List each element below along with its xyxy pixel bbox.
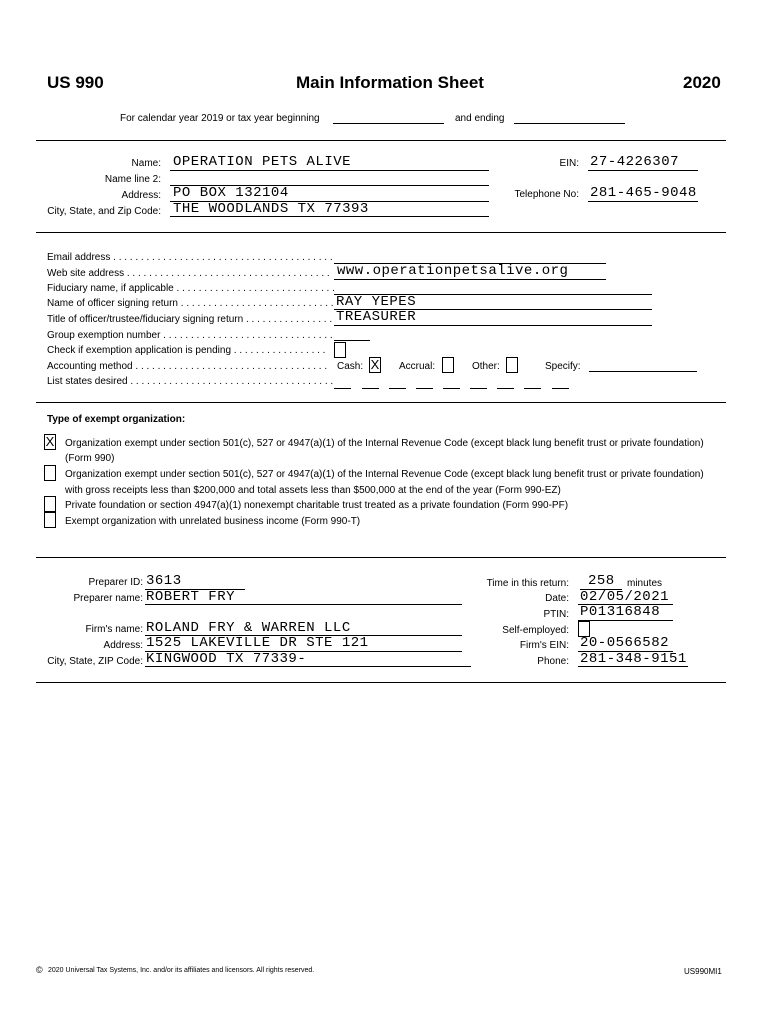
pending-label: Check if exemption application is pending . . . . . . . . . . . . . . . . . [47, 345, 326, 356]
ptin-field[interactable] [578, 620, 673, 621]
state-field[interactable] [389, 388, 406, 389]
preparer-name-label: Preparer name: [73, 593, 143, 604]
date-value: 02/05/2021 [580, 589, 670, 605]
pending-checkbox[interactable] [334, 342, 346, 358]
form-code: US990MI1 [684, 967, 722, 976]
state-field[interactable] [524, 388, 541, 389]
state-field[interactable] [362, 388, 379, 389]
copyright-text: 2020 Universal Tax Systems, Inc. and/or its affiliates and licensors. All rights reserved. [48, 967, 315, 974]
org-type-990-text: Organization exempt under section 501(c), 527 or 4947(a)(1) of the Internal Revenue Code (except black lung benefit trust or private foundation) [65, 438, 704, 449]
ein-field[interactable] [588, 170, 698, 171]
other-label: Other: [472, 361, 500, 372]
period-beginning-label: For calendar year 2019 or tax year beginning [120, 113, 320, 124]
address-value: PO BOX 132104 [173, 185, 289, 201]
officer-value: RAY YEPES [336, 294, 417, 310]
states-label: List states desired . . . . . . . . . . . . . . . . . . . . . . . . . . . . . . . . . . . . . [47, 376, 334, 387]
officer-title-label: Title of officer/trustee/fiduciary signing return . . . . . . . . . . . . . . . . [47, 314, 333, 325]
firm-phone-label: Phone: [537, 656, 569, 667]
divider [36, 140, 726, 141]
accounting-method-label: Accounting method . . . . . . . . . . . . . . . . . . . . . . . . . . . . . . . . . . . [47, 361, 328, 372]
ptin-value: P01316848 [580, 604, 661, 620]
period-ending-label: and ending [455, 113, 505, 124]
copyright-symbol: © [36, 965, 43, 975]
state-field[interactable] [443, 388, 460, 389]
org-type-990ez-text: Organization exempt under section 501(c), 527 or 4947(a)(1) of the Internal Revenue Code (except black lung benefit trust or private foundation) [65, 469, 704, 480]
state-field[interactable] [334, 388, 351, 389]
org-type-990t-checkbox[interactable] [44, 512, 56, 528]
state-field[interactable] [470, 388, 487, 389]
divider [36, 232, 726, 233]
telephone-value: 281-465-9048 [590, 185, 697, 201]
time-label: Time in this return: [486, 578, 569, 589]
website-value: www.operationpetsalive.org [337, 263, 569, 279]
preparer-id-value: 3613 [146, 573, 182, 589]
telephone-label: Telephone No: [514, 189, 579, 200]
firm-name-value: ROLAND FRY & WARREN LLC [146, 620, 351, 636]
org-name-value: OPERATION PETS ALIVE [173, 154, 352, 170]
firm-csz-value: KINGWOOD TX 77339- [146, 651, 307, 667]
specify-label: Specify: [545, 361, 581, 372]
officer-title-value: TREASURER [336, 309, 417, 325]
cash-label: Cash: [337, 361, 364, 372]
org-type-990pf-text: Private foundation or section 4947(a)(1) nonexempt charitable trust treated as a private foundation (Form 990-PF) [65, 500, 569, 511]
org-type-heading: Type of exempt organization: [47, 414, 186, 425]
group-exemption-label: Group exemption number . . . . . . . . . . . . . . . . . . . . . . . . . . . . . . . [47, 330, 333, 341]
period-ending-field[interactable] [514, 123, 625, 124]
fiduciary-label: Fiduciary name, if applicable . . . . . . . . . . . . . . . . . . . . . . . . . . . . . [47, 283, 335, 294]
state-field[interactable] [552, 388, 569, 389]
name-label: Name: [131, 158, 161, 169]
city-state-zip-value: THE WOODLANDS TX 77393 [173, 201, 369, 217]
org-type-990-text-2: (Form 990) [65, 453, 115, 464]
page-title: Main Information Sheet [296, 73, 484, 92]
org-type-990ez-text-2: with gross receipts less than $200,000 and total assets less than $500,000 at the end of the year (Form 990-EZ) [65, 485, 561, 496]
form-number: US 990 [47, 73, 104, 92]
org-type-990-checkbox[interactable]: X [45, 434, 55, 449]
officer-label: Name of officer signing return . . . . . . . . . . . . . . . . . . . . . . . . . . . . [47, 298, 334, 309]
divider [36, 682, 726, 683]
org-name-field[interactable] [170, 170, 489, 171]
name-line2-label: Name line 2: [104, 174, 161, 185]
self-employed-label: Self-employed: [502, 625, 569, 636]
org-type-990ez-checkbox[interactable] [44, 465, 56, 481]
firm-address-label: Address: [103, 640, 143, 651]
address-label: Address: [121, 190, 161, 201]
website-field[interactable] [334, 279, 606, 280]
firm-ein-label: Firm's EIN: [519, 640, 569, 651]
state-field[interactable] [497, 388, 514, 389]
tax-year: 2020 [683, 73, 721, 92]
firm-csz-label: City, State, ZIP Code: [47, 656, 143, 667]
telephone-field[interactable] [588, 201, 698, 202]
accrual-label: Accrual: [399, 361, 436, 372]
org-type-990pf-checkbox[interactable] [44, 496, 56, 512]
other-checkbox[interactable] [506, 357, 518, 373]
divider [36, 402, 726, 403]
city-state-zip-label: City, State, and Zip Code: [47, 206, 161, 217]
group-exemption-field[interactable] [334, 340, 370, 341]
cash-checkbox[interactable]: X [370, 357, 380, 372]
ein-label: EIN: [559, 158, 579, 169]
period-beginning-field[interactable] [333, 123, 444, 124]
officer-title-field[interactable] [334, 325, 652, 326]
ptin-label: PTIN: [543, 609, 569, 620]
divider [36, 557, 726, 558]
specify-field[interactable] [589, 371, 697, 372]
firm-ein-value: 20-0566582 [580, 635, 670, 651]
state-field[interactable] [416, 388, 433, 389]
firm-phone-value: 281-348-9151 [580, 651, 687, 667]
preparer-name-value: ROBERT FRY [146, 589, 236, 605]
email-label: Email address . . . . . . . . . . . . . . . . . . . . . . . . . . . . . . . . . . . . . . . . [47, 252, 333, 263]
minutes-label: minutes [627, 578, 663, 589]
firm-address-value: 1525 LAKEVILLE DR STE 121 [146, 635, 369, 651]
time-value: 258 [588, 573, 615, 589]
accrual-checkbox[interactable] [442, 357, 454, 373]
org-type-990t-text: Exempt organization with unrelated business income (Form 990-T) [65, 516, 361, 527]
website-label: Web site address . . . . . . . . . . . . . . . . . . . . . . . . . . . . . . . . . . . . . [47, 268, 330, 279]
date-label: Date: [545, 593, 569, 604]
firm-name-label: Firm's name: [85, 624, 143, 635]
ein-value: 27-4226307 [590, 154, 680, 170]
preparer-id-label: Preparer ID: [88, 577, 143, 588]
